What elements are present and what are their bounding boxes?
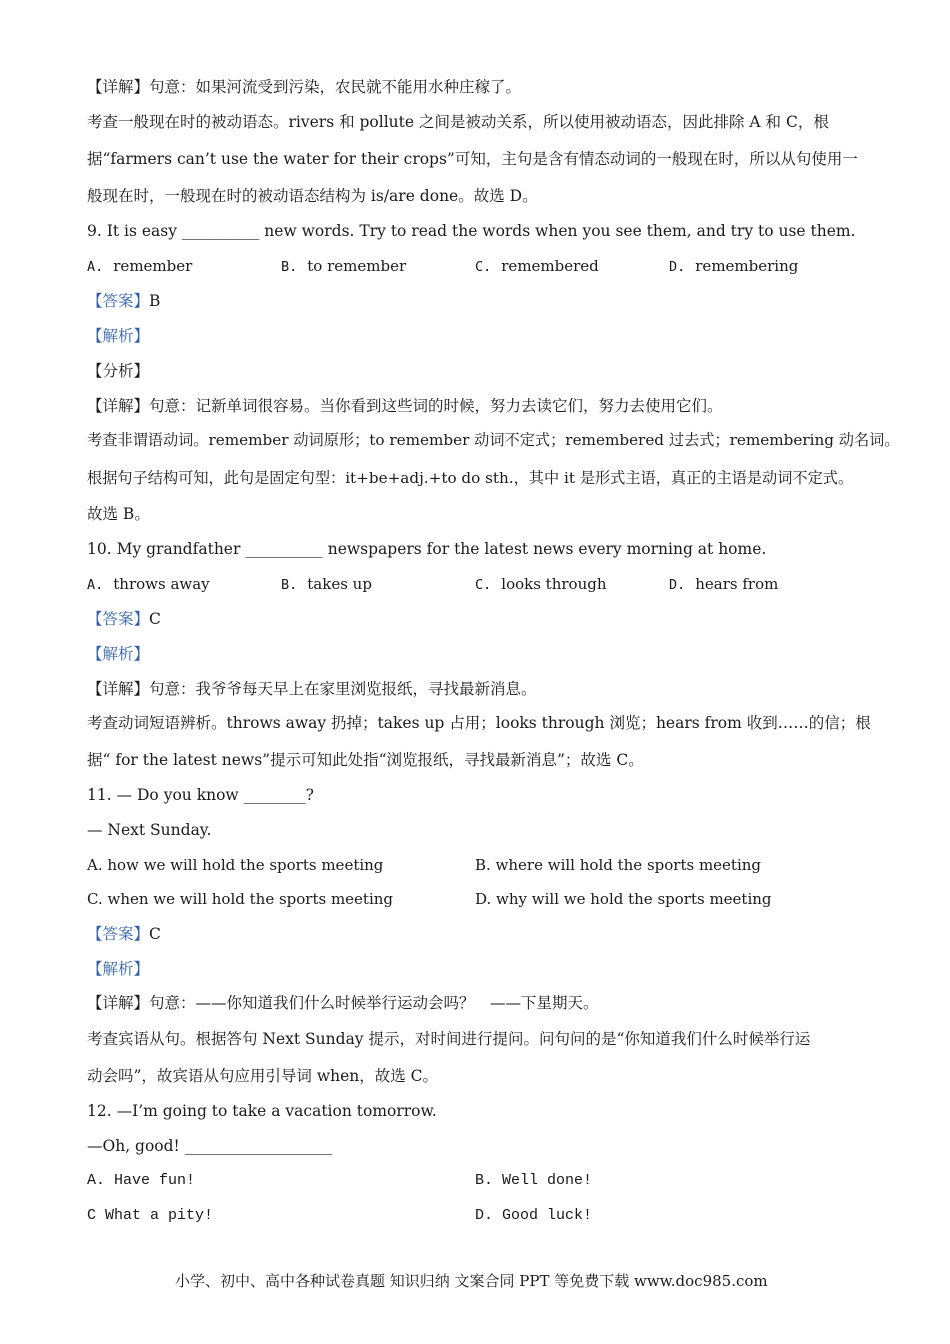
q10-explanation-line-3: 据“ for the latest news”提示可知此处指“浏览报纸，寻找最新消息”；故选 C。 (87, 751, 644, 769)
option-text: takes up (307, 575, 372, 593)
prev-explanation-line-2: 考查一般现在时的被动语态。rivers 和 pollute 之间是被动关系，所以使用被动语态，因此排除 A 和 C，根 (87, 113, 829, 131)
option-letter: B. (281, 577, 298, 593)
detail-tag: 【详解】 (87, 397, 150, 415)
option-letter: A. (87, 259, 104, 275)
option-text: to remember (307, 257, 407, 275)
q9-detail-line (87, 396, 723, 416)
q10-option-d (669, 574, 778, 595)
detail-tag: 【详解】 (87, 78, 150, 96)
q9-answer (87, 291, 160, 311)
detail-text: 句意：——你知道我们什么时候举行运动会吗？ ——下星期天。 (149, 994, 599, 1012)
q10-explanation-line-2: 考查动词短语辨析。throws away 扔掉；takes up 占用；looks through 浏览；hears from 收到……的信；根 (87, 714, 871, 732)
answer-value: C (149, 925, 161, 943)
q12-option-c: C What a pity! (87, 1207, 214, 1224)
q9-fenxi-tag: 【分析】 (87, 362, 150, 380)
q10-detail-line (87, 679, 537, 699)
option-letter: C. (475, 577, 492, 593)
q11-stem: 11. — Do you know ________? (87, 786, 314, 804)
option-letter: C. (475, 259, 492, 275)
q11-option-c: C. when we will hold the sports meeting (87, 890, 394, 908)
answer-value: B (149, 292, 161, 310)
detail-text: 句意：我爷爷每天早上在家里浏览报纸，寻找最新消息。 (149, 680, 537, 698)
q9-explanation-line-3: 根据句子结构可知，此句是固定句型：it+be+adj.+to do sth.，其中 it 是形式主语，真正的主语是动词不定式。 (87, 469, 854, 487)
prev-explanation-line-3: 据“farmers can’t use the water for their crops”可知，主句是含有情态动词的一般现在时，所以从句使用一 (87, 150, 858, 168)
q9-analysis-tag: 【解析】 (87, 327, 150, 345)
q10-option-c (475, 574, 607, 595)
prev-detail-line (87, 77, 521, 97)
q11-option-b: B. where will hold the sports meeting (475, 856, 762, 874)
detail-tag: 【详解】 (87, 994, 150, 1012)
prev-explanation-line-4: 般现在时，一般现在时的被动语态结构为 is/are done。故选 D。 (87, 187, 538, 205)
q12-reply: —Oh, good! ___________________ (87, 1137, 332, 1155)
q11-option-d: D. why will we hold the sports meeting (475, 890, 772, 908)
q11-reply: — Next Sunday. (87, 821, 212, 839)
q11-detail-line (87, 993, 599, 1013)
option-text: hears from (695, 575, 779, 593)
answer-tag: 【答案】 (87, 925, 150, 943)
q11-explanation-line-3: 动会吗”，故宾语从句应用引导词 when，故选 C。 (87, 1067, 439, 1085)
option-letter: A. (87, 577, 104, 593)
q9-option-d (669, 256, 798, 277)
q11-answer (87, 924, 161, 944)
page-footer: 小学、初中、高中各种试卷真题 知识归纳 文案合同 PPT 等免费下载 www.doc985.com (175, 1272, 768, 1290)
q9-stem: 9. It is easy __________ new words. Try to read the words when you see them, and try to use them. (87, 222, 856, 240)
answer-value: C (149, 610, 161, 628)
q11-explanation-line-2: 考查宾语从句。根据答句 Next Sunday 提示，对时间进行提问。问句问的是“你知道我们什么时候举行运 (87, 1030, 811, 1048)
q10-option-b (281, 574, 372, 595)
q12-stem: 12. —I’m going to take a vacation tomorrow. (87, 1102, 437, 1120)
q10-option-a (87, 574, 210, 595)
option-letter: D. (669, 259, 686, 275)
option-text: remembering (695, 257, 799, 275)
detail-text: 句意：如果河流受到污染，农民就不能用水种庄稼了。 (149, 78, 522, 96)
option-text: looks through (501, 575, 607, 593)
q12-option-d: D. Good luck! (475, 1207, 593, 1224)
q10-analysis-tag: 【解析】 (87, 645, 150, 663)
q10-stem: 10. My grandfather __________ newspapers for the latest news every morning at home. (87, 540, 767, 558)
option-letter: D. (669, 577, 686, 593)
answer-tag: 【答案】 (87, 292, 150, 310)
q11-analysis-tag: 【解析】 (87, 960, 150, 978)
q12-option-a: A. Have fun! (87, 1172, 196, 1189)
q12-option-b: B. Well done! (475, 1172, 593, 1189)
option-text: remember (113, 257, 193, 275)
q9-explanation-line-4: 故选 B。 (87, 505, 150, 523)
detail-tag: 【详解】 (87, 680, 150, 698)
detail-text: 句意：记新单词很容易。当你看到这些词的时候，努力去读它们，努力去使用它们。 (149, 397, 723, 415)
q11-option-a: A. how we will hold the sports meeting (87, 856, 384, 874)
q9-explanation-line-2: 考查非谓语动词。remember 动词原形；to remember 动词不定式；remembered 过去式；remembering 动名词。 (87, 431, 900, 449)
q10-answer (87, 609, 161, 629)
q9-option-a (87, 256, 192, 277)
option-text: remembered (501, 257, 599, 275)
answer-tag: 【答案】 (87, 610, 150, 628)
q9-option-c (475, 256, 599, 277)
option-text: throws away (113, 575, 210, 593)
option-letter: B. (281, 259, 298, 275)
q9-option-b (281, 256, 406, 277)
